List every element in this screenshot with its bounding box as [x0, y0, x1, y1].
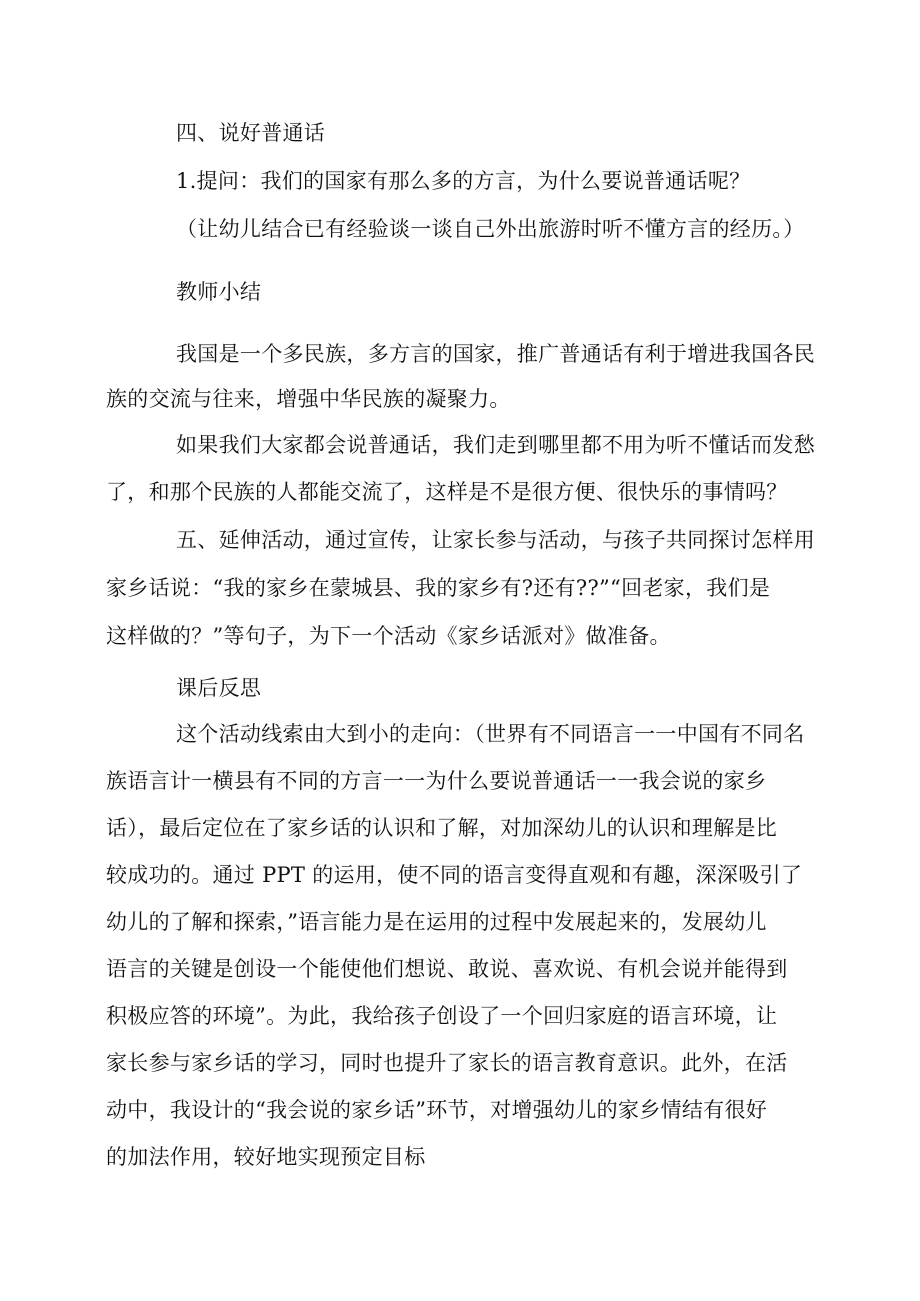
summary-p1-line: 族的交流与往来，增强中华民族的凝聚力。 — [106, 387, 511, 411]
section5-line: 家乡话说：“我的家乡在蒙城县、我的家乡有?还有??”“回老家，我们是 — [106, 576, 771, 600]
reflection-line: 语言的关键是创设一个能使他们想说、敢说、喜欢说、有机会说并能得到 — [106, 957, 788, 981]
section5-line: 五、延伸活动，通过宣传，让家长参与活动，与孩子共同探讨怎样用 — [176, 528, 815, 552]
reflection-line: 族语言计一横县有不同的方言一一为什么要说普通话一一我会说的家乡 — [106, 769, 767, 793]
question-note: （让幼儿结合已有经验谈一谈自己外出旅游时听不懂方言的经历。） — [176, 217, 805, 241]
summary-p2-line: 了，和那个民族的人都能交流了，这样是不是很方便、很快乐的事情吗？ — [106, 480, 788, 504]
reflection-heading: 课后反思 — [176, 676, 262, 700]
summary-p2-line: 如果我们大家都会说普通话，我们走到哪里都不用为听不懂话而发愁 — [176, 433, 815, 457]
reflection-line: 幼儿的了解和探索，”语言能力是在运用的过程中发展起来的，发展幼儿 — [106, 910, 767, 934]
reflection-line: 的加法作用，较好地实现预定目标 — [106, 1145, 426, 1169]
reflection-line: 较成功的。通过 PPT 的运用，使不同的语言变得直观和有趣，深深吸引了 — [106, 863, 803, 887]
reflection-line: 动中，我设计的“我会说的家乡话”环节，对增强幼儿的家乡情结有很好 — [106, 1098, 768, 1122]
section5-line: 这样做的？”等句子，为下一个活动《家乡话派对》做准备。 — [106, 624, 671, 648]
reflection-line: 这个活动线索由大到小的走向：（世界有不同语言一一中国有不同名 — [176, 722, 805, 746]
section-heading-4: 四、说好普通话 — [176, 121, 326, 145]
teacher-summary-heading: 教师小结 — [176, 280, 262, 304]
question-text: 1.提问：我们的国家有那么多的方言，为什么要说普通话呢？ — [176, 169, 751, 193]
reflection-line: 话），最后定位在了家乡话的认识和了解，对加深幼儿的认识和理解是比 — [106, 816, 778, 840]
reflection-line: 家长参与家乡话的学习，同时也提升了家长的语言教育意识。此外，在活 — [106, 1051, 788, 1075]
reflection-line: 积极应答的环境”。为此，我给孩子创设了一个回归家庭的语言环境，让 — [106, 1004, 778, 1028]
summary-p1-line: 我国是一个多民族，多方言的国家，推广普通话有利于增进我国各民 — [176, 342, 815, 366]
